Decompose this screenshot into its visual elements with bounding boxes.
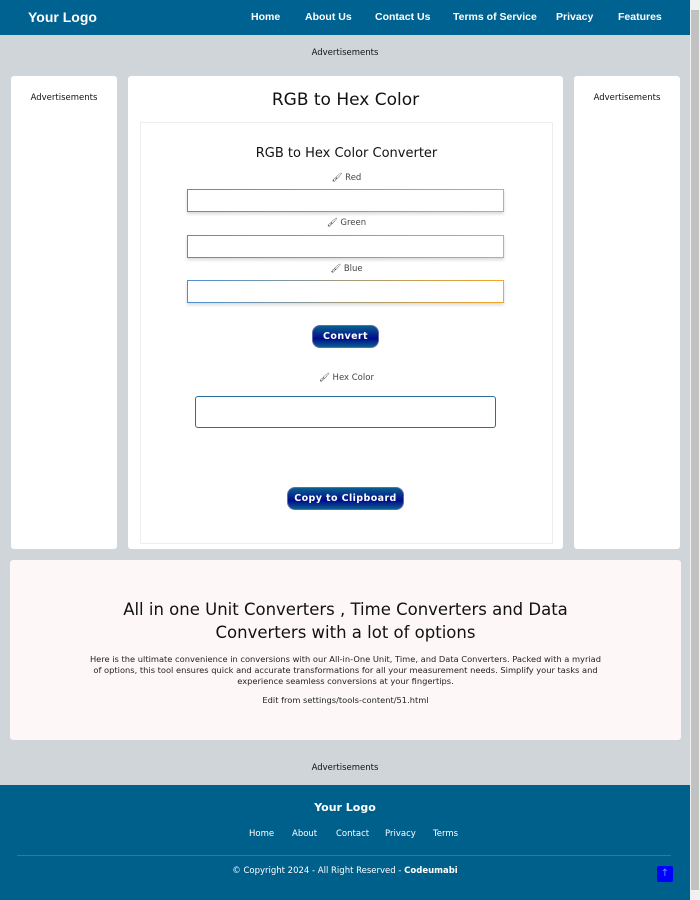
scrollbar-thumb[interactable]	[691, 10, 699, 890]
footer-privacy[interactable]: Privacy	[385, 829, 416, 839]
red-label: 🖌 Red	[331, 173, 362, 183]
footer-about[interactable]: About	[292, 829, 318, 839]
blue-input[interactable]	[187, 280, 504, 303]
brush-icon: 🖌	[330, 264, 342, 274]
red-input[interactable]	[187, 189, 504, 212]
green-input[interactable]	[187, 235, 504, 258]
nav-contact[interactable]: Contact Us	[375, 11, 431, 23]
ad-right-panel	[574, 76, 680, 549]
footer-divider	[17, 855, 671, 856]
hex-label: 🖌 Hex Color	[319, 373, 374, 383]
nav-features[interactable]: Features	[618, 11, 662, 23]
brush-icon: 🖌	[319, 373, 330, 383]
info-body: Here is the ultimate convenience in conversions with our All-in-One Unit, Time, and Data Converters. Packed with a myriad of options, this tool ensures quick and accurate transformations for all your measurement needs. Simplify your tasks and experience seamless conversions at your fingertips.	[89, 654, 602, 686]
hex-output[interactable]	[195, 396, 496, 428]
ad-top: Advertisements	[311, 48, 379, 58]
scrollbar[interactable]	[690, 0, 700, 900]
info-heading: All in one Unit Converters , Time Converters and Data Converters with a lot of options	[123, 600, 568, 642]
logo[interactable]: Your Logo	[28, 9, 97, 25]
ad-right: Advertisements	[593, 93, 661, 103]
blue-label: 🖌 Blue	[330, 264, 363, 274]
nav-terms[interactable]: Terms of Service	[453, 11, 537, 23]
arrow-up-icon[interactable]: ↑	[657, 866, 673, 882]
footer-terms[interactable]: Terms	[433, 829, 459, 839]
copyright: © Copyright 2024 - All Right Reserved - Codeumabi	[232, 866, 458, 876]
ad-left-panel	[11, 76, 117, 549]
brand-link[interactable]: Codeumabi	[404, 866, 458, 876]
page-title: RGB to Hex Color	[271, 90, 420, 110]
green-label: 🖌 Green	[326, 218, 367, 228]
footer	[0, 785, 690, 900]
header	[0, 0, 690, 35]
nav-home[interactable]: Home	[251, 11, 281, 23]
nav-privacy[interactable]: Privacy	[556, 11, 594, 23]
footer-home[interactable]: Home	[249, 829, 275, 839]
footer-logo: Your Logo	[314, 801, 376, 814]
converter-title: RGB to Hex Color Converter	[255, 146, 438, 161]
info-section	[10, 560, 681, 740]
brush-icon: 🖌	[331, 173, 343, 183]
footer-contact[interactable]: Contact	[336, 829, 370, 839]
nav-about[interactable]: About Us	[305, 11, 352, 23]
brush-icon: 🖌	[326, 218, 338, 228]
info-edit-note: Edit from settings/tools-content/51.html	[262, 695, 429, 705]
copy-button[interactable]: Copy to Clipboard	[287, 487, 404, 510]
ad-left: Advertisements	[30, 93, 98, 103]
convert-button[interactable]: Convert	[312, 325, 379, 348]
ad-bottom: Advertisements	[311, 763, 379, 773]
